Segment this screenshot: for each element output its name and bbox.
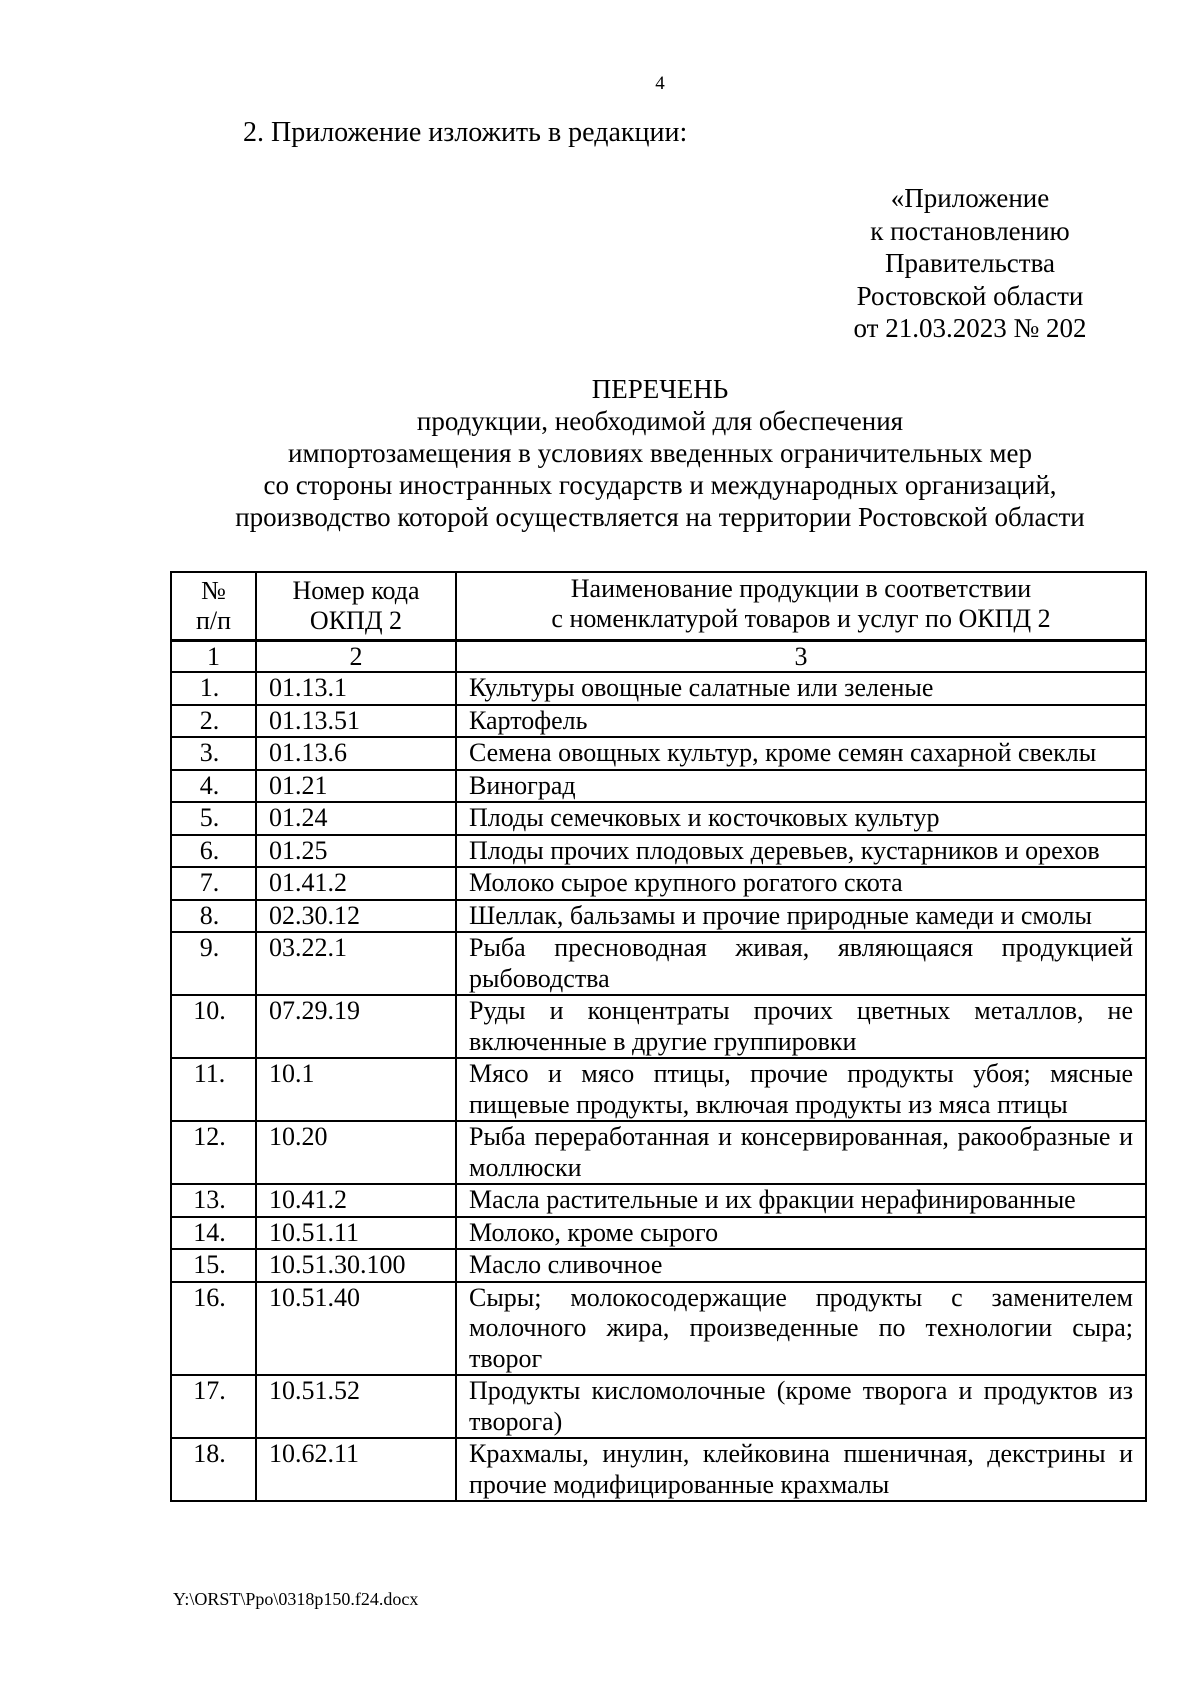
column-number-row <box>171 641 1146 673</box>
header-name <box>456 572 1146 641</box>
row-number: 12. <box>171 1121 256 1184</box>
product-name: Плоды семечковых и косточковых культур <box>456 802 1146 835</box>
okpd-code: 01.13.1 <box>256 672 456 705</box>
row-number: 1. <box>171 672 256 705</box>
table-row <box>171 1249 1146 1282</box>
product-name: Масло сливочное <box>456 1249 1146 1282</box>
product-name: Руды и концентраты прочих цветных металлов, не включенные в другие группировки <box>456 995 1146 1058</box>
product-name: Молоко, кроме сырого <box>456 1217 1146 1250</box>
table-row <box>171 737 1146 770</box>
products-table <box>170 571 1147 1502</box>
appendix-header <box>820 182 1120 345</box>
table-row <box>171 1375 1146 1438</box>
product-name: Мясо и мясо птицы, прочие продукты убоя; мясные пищевые продукты, включая продукты из мяса птицы <box>456 1058 1146 1121</box>
title-line: импортозамещения в условиях введенных ограничительных мер <box>288 438 1032 468</box>
table-row <box>171 835 1146 868</box>
table-row <box>171 995 1146 1058</box>
row-number: 16. <box>171 1282 256 1376</box>
header-code-line2: ОКПД 2 <box>309 606 403 635</box>
product-name: Плоды прочих плодовых деревьев, кустарников и орехов <box>456 835 1146 868</box>
row-number: 4. <box>171 770 256 803</box>
title-line: продукции, необходимой для обеспечения <box>416 406 904 436</box>
table-row <box>171 1121 1146 1184</box>
appendix-line: «Приложение <box>890 183 1050 213</box>
okpd-code: 10.51.40 <box>256 1282 456 1376</box>
row-number: 10. <box>171 995 256 1058</box>
product-name: Картофель <box>456 705 1146 738</box>
header-code <box>256 572 456 641</box>
table-row <box>171 900 1146 933</box>
okpd-code: 01.24 <box>256 802 456 835</box>
okpd-code: 10.1 <box>256 1058 456 1121</box>
row-number: 7. <box>171 867 256 900</box>
okpd-code: 07.29.19 <box>256 995 456 1058</box>
title-heading: ПЕРЕЧЕНЬ <box>591 374 729 404</box>
product-name: Культуры овощные салатные или зеленые <box>456 672 1146 705</box>
okpd-code: 01.13.6 <box>256 737 456 770</box>
product-name: Крахмалы, инулин, клейковина пшеничная, декстрины и прочие модифицированные крахмалы <box>456 1438 1146 1501</box>
header-number-line2: п/п <box>195 606 232 635</box>
okpd-code: 10.41.2 <box>256 1184 456 1217</box>
product-name: Шеллак, бальзамы и прочие природные камеди и смолы <box>456 900 1146 933</box>
file-path-footer: Y:\ORST\Ppo\0318p150.f24.docx <box>173 1589 419 1609</box>
table-row <box>171 770 1146 803</box>
title-line: производство которой осуществляется на территории Ростовской области <box>235 502 1085 532</box>
product-name: Масла растительные и их фракции нерафинированные <box>456 1184 1146 1217</box>
document-title <box>0 373 1200 533</box>
row-number: 15. <box>171 1249 256 1282</box>
row-number: 6. <box>171 835 256 868</box>
appendix-line: Ростовской области <box>856 280 1084 311</box>
table-row <box>171 1438 1146 1501</box>
row-number: 2. <box>171 705 256 738</box>
okpd-code: 10.51.11 <box>256 1217 456 1250</box>
title-line: со стороны иностранных государств и международных организаций, <box>263 470 1057 500</box>
row-number: 5. <box>171 802 256 835</box>
okpd-code: 01.13.51 <box>256 705 456 738</box>
table-row <box>171 1282 1146 1376</box>
table-row <box>171 1058 1146 1121</box>
product-name: Сыры; молокосодержащие продукты с заменителем молочного жира, произведенные по технологии сыра; творог <box>456 1282 1146 1376</box>
table-row <box>171 1217 1146 1250</box>
okpd-code: 10.51.52 <box>256 1375 456 1438</box>
row-number: 17. <box>171 1375 256 1438</box>
okpd-code: 10.20 <box>256 1121 456 1184</box>
table-row <box>171 705 1146 738</box>
intro-paragraph: 2. Приложение изложить в редакции: <box>243 117 688 148</box>
table-row <box>171 672 1146 705</box>
okpd-code: 02.30.12 <box>256 900 456 933</box>
row-number: 18. <box>171 1438 256 1501</box>
okpd-code: 10.62.11 <box>256 1438 456 1501</box>
product-name: Семена овощных культур, кроме семян сахарной свеклы <box>456 737 1146 770</box>
header-name-line1: Наименование продукции в соответствии <box>570 574 1032 603</box>
header-name-line2: с номенклатурой товаров и услуг по ОКПД 2 <box>551 604 1051 633</box>
okpd-code: 03.22.1 <box>256 932 456 995</box>
product-name: Продукты кисломолочные (кроме творога и продуктов из творога) <box>456 1375 1146 1438</box>
row-number: 3. <box>171 737 256 770</box>
page-number: 4 <box>655 73 665 94</box>
row-number: 13. <box>171 1184 256 1217</box>
appendix-line: к постановлению <box>870 215 1070 246</box>
okpd-code: 01.25 <box>256 835 456 868</box>
okpd-code: 01.41.2 <box>256 867 456 900</box>
header-number <box>171 572 256 641</box>
product-name: Рыба переработанная и консервированная, ракообразные и моллюски <box>456 1121 1146 1184</box>
table-row <box>171 867 1146 900</box>
column-number: 3 <box>456 641 1146 673</box>
header-code-line1: Номер кода <box>292 576 420 605</box>
row-number: 8. <box>171 900 256 933</box>
product-name: Рыба пресноводная живая, являющаяся продукцией рыбоводства <box>456 932 1146 995</box>
table-row <box>171 1184 1146 1217</box>
table-row <box>171 932 1146 995</box>
product-name: Виноград <box>456 770 1146 803</box>
row-number: 14. <box>171 1217 256 1250</box>
table-row <box>171 802 1146 835</box>
okpd-code: 01.21 <box>256 770 456 803</box>
header-number-line1: № <box>201 576 226 605</box>
appendix-line: от 21.03.2023 № 202 <box>853 313 1087 343</box>
okpd-code: 10.51.30.100 <box>256 1249 456 1282</box>
column-number: 1 <box>171 641 256 673</box>
row-number: 9. <box>171 932 256 995</box>
row-number: 11. <box>171 1058 256 1121</box>
product-name: Молоко сырое крупного рогатого скота <box>456 867 1146 900</box>
table-header-row <box>171 572 1146 641</box>
column-number: 2 <box>256 641 456 673</box>
appendix-line: Правительства <box>885 248 1055 278</box>
